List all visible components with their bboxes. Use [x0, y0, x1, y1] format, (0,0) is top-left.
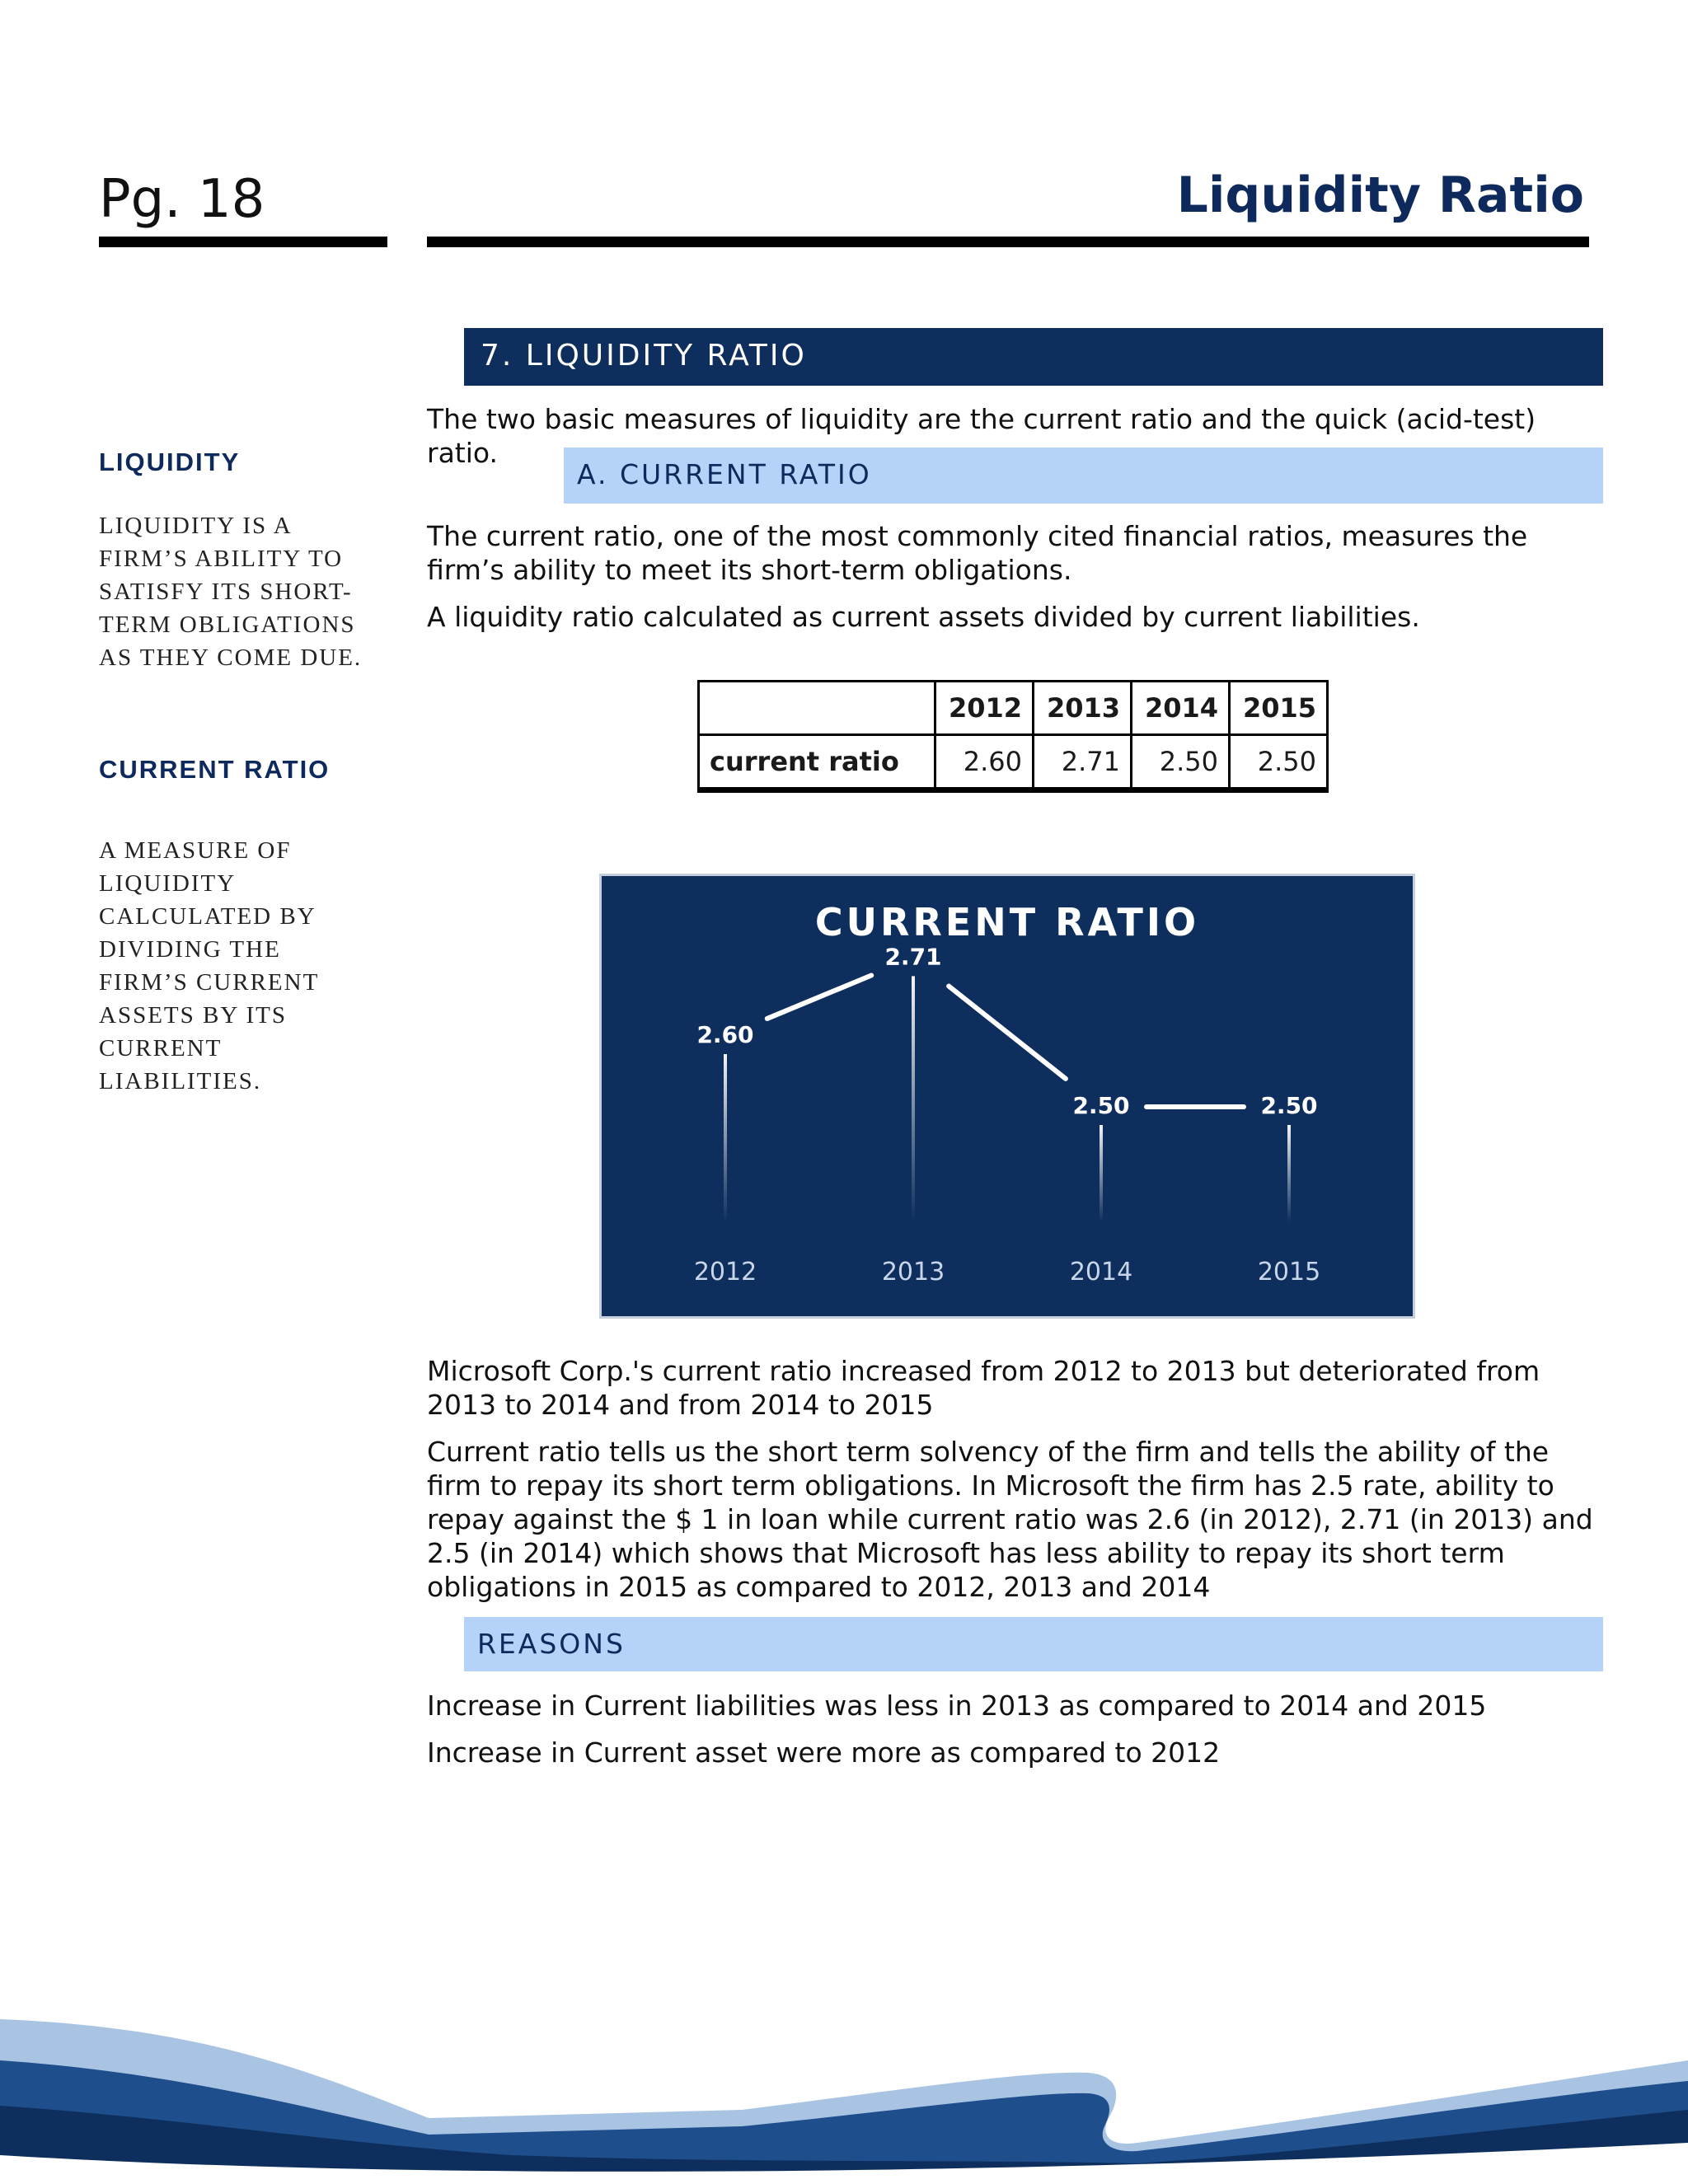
series-line-segment [767, 975, 871, 1018]
subsection-banner-current-ratio [564, 448, 1603, 504]
section-title: 7. LIQUIDITY RATIO [481, 339, 807, 373]
data-point-drop-line [724, 1054, 727, 1222]
table-header-year: 2013 [1034, 682, 1132, 735]
sidebar-heading-current-ratio: CURRENT RATIO [99, 755, 331, 784]
reason-item-1: Increase in Current liabilities was less in 2013 as compared to 2014 and 2015 [427, 1690, 1487, 1722]
series-line-segment [949, 987, 1066, 1079]
sidebar-definition-current-ratio: A MEASURE OF LIQUIDITY CALCULATED BY DIVIDING THE FIRM’S CURRENT ASSETS BY ITS CURRENT LIABILITIES. [99, 837, 319, 1094]
footer-wave-decoration [0, 1994, 1688, 2184]
table-corner-cell [699, 682, 935, 735]
table-cell-value: 2.50 [1132, 735, 1230, 790]
table-header-year: 2015 [1230, 682, 1328, 735]
sidebar-definition-liquidity: LIQUIDITY IS A FIRM’S ABILITY TO SATISFY ITS SHORT-TERM OBLIGATIONS AS THEY COME DUE. [99, 513, 363, 671]
data-label: 2.60 [696, 1021, 754, 1048]
chart-title: CURRENT RATIO [814, 900, 1200, 944]
intro-paragraph: The two basic measures of liquidity are the current ratio and the quick (acid-test) ratio. [427, 403, 1536, 469]
table-cell-value: 2.60 [935, 735, 1034, 790]
x-tick-label: 2015 [1257, 1258, 1321, 1286]
sidebar-heading-liquidity: LIQUIDITY [99, 448, 241, 476]
reasons-title: REASONS [477, 1628, 626, 1660]
table-cell-value: 2.71 [1034, 735, 1132, 790]
data-label: 2.71 [884, 943, 942, 971]
table-row [699, 735, 1328, 790]
subsection-title: A. CURRENT RATIO [577, 458, 872, 490]
data-label: 2.50 [1072, 1092, 1130, 1119]
reasons-banner [464, 1617, 1603, 1671]
data-point-drop-line [912, 976, 915, 1222]
current-ratio-paragraph-2: A liquidity ratio calculated as current assets divided by current liabilities. [427, 601, 1420, 633]
current-ratio-table [697, 680, 1329, 793]
section-banner [464, 328, 1603, 386]
data-label: 2.50 [1260, 1092, 1318, 1119]
header-rule-left [99, 237, 387, 247]
header-rule-right [427, 237, 1589, 247]
x-tick-label: 2014 [1069, 1258, 1133, 1286]
x-tick-label: 2013 [881, 1258, 945, 1286]
table-header-year: 2012 [935, 682, 1034, 735]
analysis-paragraph-2: Current ratio tells us the short term solvency of the firm and tells the ability of the firm to repay its short term obligations. In Microsoft the firm has 2.5 rate, ability to repay against the $ 1 in loan while current ratio was 2.6 (in 2012), 2.71 (in 2013) and 2.5 (in 2014) which shows that Microsoft has less ability to repay its short term obligations in 2015 as compared to 2012, 2013 and 2014 [427, 1436, 1593, 1603]
analysis-paragraph-1: Microsoft Corp.'s current ratio increased from 2012 to 2013 but deteriorated from 2013 to 2014 and from 2014 to 2015 [427, 1355, 1540, 1421]
table-row-label: current ratio [699, 735, 935, 790]
data-point-drop-line [1100, 1125, 1103, 1222]
table-header-row [699, 682, 1328, 735]
chart-canvas [602, 876, 1413, 1316]
data-point-drop-line [1287, 1125, 1291, 1222]
page-number: Pg. 18 [99, 169, 265, 230]
x-tick-label: 2012 [693, 1258, 757, 1286]
table-header-year: 2014 [1132, 682, 1230, 735]
current-ratio-paragraph-1: The current ratio, one of the most commonly cited financial ratios, measures the firm’s ability to meet its short-term obligations. [427, 520, 1528, 586]
current-ratio-chart [599, 874, 1415, 1319]
chart-marks [694, 943, 1320, 1286]
reason-item-2: Increase in Current asset were more as compared to 2012 [427, 1736, 1221, 1769]
table-cell-value: 2.50 [1230, 735, 1328, 790]
page-title: Liquidity Ratio [1176, 166, 1584, 224]
